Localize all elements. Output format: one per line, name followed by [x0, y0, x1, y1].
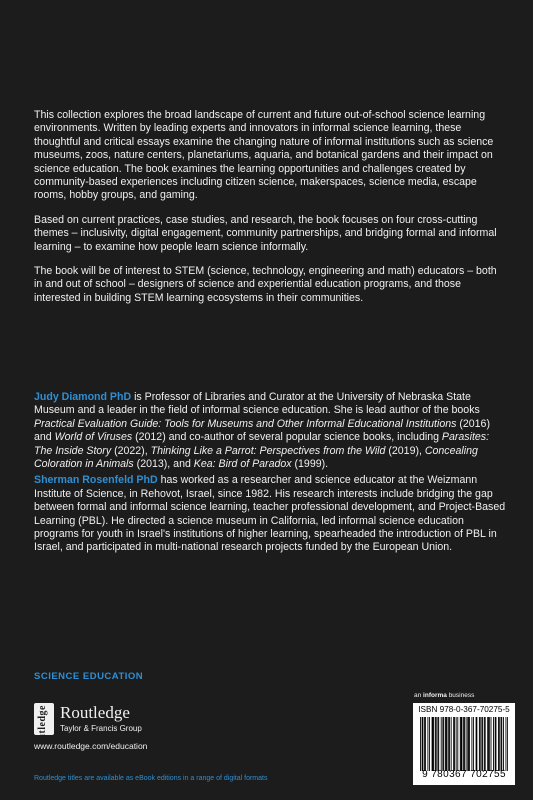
book-description	[34, 109, 506, 316]
barcode-bar	[433, 717, 434, 771]
routledge-mark-icon	[34, 703, 54, 753]
barcode-bar	[468, 717, 469, 771]
subject-category: SCIENCE EDUCATION	[34, 671, 144, 682]
author-name-1: Judy Diamond PhD	[34, 391, 132, 403]
publisher-website: www.routledge.com/education	[34, 741, 148, 751]
informa-suffix: business	[446, 692, 475, 699]
barcode-bar	[479, 717, 480, 771]
book-title: World of Viruses	[54, 431, 133, 444]
barcode-bar	[491, 717, 492, 771]
author-bio-2	[34, 474, 506, 554]
publisher-group: Taylor & Francis Group	[60, 724, 142, 733]
bio-text: (2016) and	[34, 417, 490, 444]
barcode-bar	[446, 717, 447, 771]
barcode-bar	[506, 717, 507, 771]
author-bio-1	[34, 391, 506, 471]
bio-text: (2022),	[111, 444, 151, 457]
barcode-bar	[463, 717, 464, 771]
barcode-bar	[454, 717, 455, 771]
isbn-barcode	[413, 703, 515, 785]
book-title: Concealing Coloration in Animals	[34, 444, 478, 471]
barcode-bar	[467, 717, 468, 771]
barcode-bar	[438, 717, 439, 771]
barcode-bar	[424, 717, 425, 771]
barcode-bar	[441, 717, 442, 771]
barcode-bar	[487, 717, 488, 771]
barcode-bar	[427, 717, 428, 771]
barcode-bar	[429, 717, 430, 771]
description-paragraph-3: The book will be of interest to STEM (science, technology, engineering and math) educators – both in and out of school – designers of science and experiential education programs, and those interested in building STEM learning ecosystems in their communities.	[34, 265, 497, 304]
barcode-bar	[461, 717, 462, 771]
barcode-bar	[480, 717, 481, 771]
barcode-bar	[507, 717, 508, 771]
barcode-bar	[425, 717, 426, 771]
barcode-digits: 9 780367 702755	[422, 769, 506, 780]
barcode-bar	[443, 717, 444, 771]
barcode-bar	[501, 717, 502, 771]
barcode-bar	[448, 717, 449, 771]
barcode-bar	[503, 717, 504, 771]
barcode-bar	[457, 717, 458, 771]
barcode-bar	[432, 717, 433, 771]
barcode-bar	[462, 717, 463, 771]
barcode-bar	[489, 717, 490, 771]
description-paragraph-1: This collection explores the broad landscape of current and future out-of-school science learning environments. Written by leading experts and innovators in informal science learning, these thoughtful and critical essays examine the changing nature of informal institutions such as science museums, zoos, nature centers, planetariums, aquaria, and botanical gardens and their impact on science education. The book examines the learning opportunities and challenges created by community-based experiences including citizen science, makerspaces, science media, escape rooms, hobby groups, and gaming.	[34, 109, 494, 202]
author-name-2: Sherman Rosenfeld PhD	[34, 474, 158, 487]
informa-tagline	[414, 692, 474, 699]
barcode-bar	[493, 717, 494, 771]
barcode-bar	[496, 717, 497, 771]
barcode-bar	[435, 717, 436, 771]
barcode-bar	[476, 717, 477, 771]
bio-text: is Professor of Libraries and Curator at the University of Nebraska State Museum and a leader in the field of informal science education. She is lead author of the books	[34, 391, 480, 417]
barcode-bar	[453, 717, 454, 771]
barcode-bar	[466, 717, 467, 771]
barcode-bar	[437, 717, 438, 771]
publisher-name: Routledge	[60, 703, 130, 722]
isbn-text: ISBN 978-0-367-70275-5	[418, 705, 510, 714]
barcode-bar	[485, 717, 486, 771]
author-bios	[34, 391, 506, 558]
barcode-bar	[482, 717, 483, 771]
bio-text: (1999).	[291, 458, 329, 471]
bio-text: (2019),	[385, 444, 425, 457]
barcode-bar	[499, 717, 500, 771]
barcode-bar	[422, 717, 423, 771]
barcode-bar	[445, 717, 446, 771]
book-title: Practical Evaluation Guide: Tools for Museums and Other Informal Educational Institutions	[34, 417, 457, 430]
barcode-bar	[449, 717, 450, 771]
barcode-bar	[464, 717, 465, 771]
barcode-bar	[488, 717, 489, 771]
barcode-bar	[501, 717, 502, 771]
mark-text: Routledge	[37, 705, 48, 753]
barcode-bar	[436, 717, 437, 771]
barcode-bar	[469, 717, 470, 771]
barcode-bars-icon	[420, 717, 508, 771]
ebook-note: Routledge titles are available as eBook editions in a range of digital formats	[34, 775, 268, 782]
barcode-bar	[422, 717, 423, 771]
barcode-bar	[498, 717, 499, 771]
barcode-bar	[451, 717, 452, 771]
barcode-bar	[471, 717, 472, 771]
barcode-bar	[484, 717, 485, 771]
informa-prefix: an	[414, 692, 424, 699]
book-title: Thinking Like a Parrot: Perspectives from the Wild	[150, 444, 386, 457]
barcode-bar	[495, 717, 496, 771]
barcode-bar	[432, 717, 433, 771]
barcode-bar	[481, 717, 482, 771]
bio-text: (2013), and	[133, 458, 194, 471]
barcode-bar	[473, 717, 474, 771]
description-paragraph-2: Based on current practices, case studies, and research, the book focuses on four cross-cutting themes – inclusivity, digital engagement, community partnerships, and bridging formal and informal learning – to examine how people learn science informally.	[34, 213, 497, 253]
barcode-bar	[442, 717, 443, 771]
barcode-bar	[420, 717, 421, 771]
bio-text: has worked as a researcher and science educator at the Weizmann Institute of Science, in Rehovot, Israel, since 1982. His research interests include bridging the gap between formal and informal science learning, teacher professional development, and Project-Based Learning (PBL). He directed a science museum in California, led informal science education programs for youth in Israel's institutions of higher learning, spearheaded the introduction of PBL in Israel, and participated in multi-national research projects funded by the European Union.	[34, 474, 506, 554]
barcode-bar	[447, 717, 448, 771]
barcode-bar	[476, 717, 477, 771]
informa-brand: informa	[423, 692, 447, 699]
bio-text: (2012) and co-author of several popular science books, including	[132, 431, 442, 444]
book-title: Kea: Bird of Paradox	[193, 458, 292, 471]
barcode-bar	[460, 717, 461, 771]
book-title: Parasites: The Inside Story	[34, 431, 490, 457]
barcode-bar	[456, 717, 457, 771]
